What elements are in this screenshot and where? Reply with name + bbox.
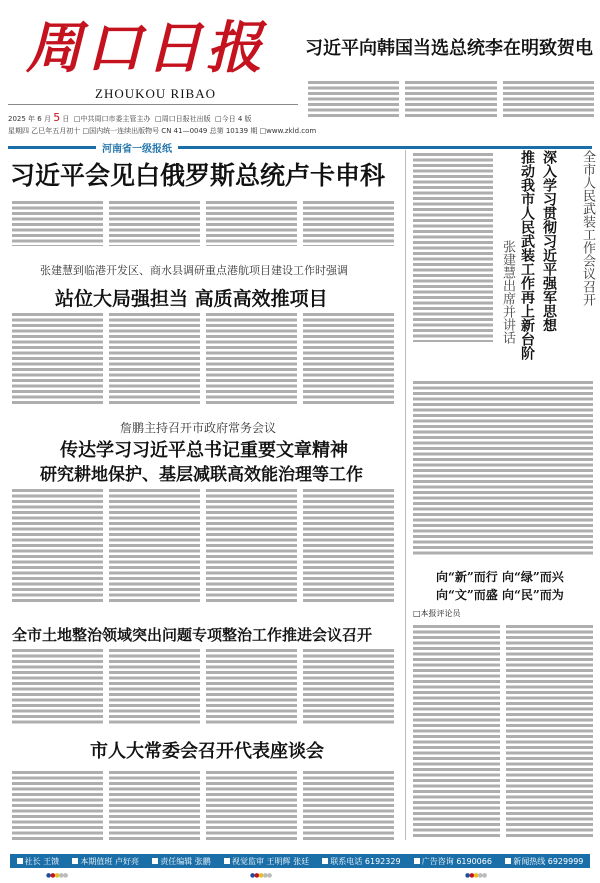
commentary-body: [413, 624, 593, 839]
port-kicker: 张建慧到临港开发区、商水县调研重点港航项目建设工作时强调: [40, 264, 348, 277]
lead-body: [12, 200, 394, 246]
top-headline[interactable]: 习近平向韩国当选总统李在明致贺电: [305, 38, 593, 59]
gov-kicker: 詹鹏主持召开市政府常务会议: [120, 421, 277, 435]
gov-headline-2[interactable]: 研究耕地保护、基层减联高效能治理等工作: [40, 465, 363, 485]
grade-label: 河南省一级报纸: [98, 140, 176, 155]
armed-headline-1[interactable]: 深入学习贯彻习近平强军思想: [541, 150, 557, 332]
masthead-pinyin: ZHOUKOU RIBAO: [95, 86, 216, 101]
gov-body: [12, 488, 394, 603]
registration-marks-icon: ●●●●●: [465, 872, 487, 879]
land-body: [12, 648, 394, 726]
npc-headline[interactable]: 市人大常委会召开代表座谈会: [90, 741, 324, 762]
armed-headline-2[interactable]: 推动我市人民武装工作再上新台阶: [519, 150, 535, 360]
commentary-headline-2[interactable]: 向“文”而盛 向“民”而为: [436, 588, 564, 602]
header-bar-left: [8, 146, 96, 149]
masthead-logo: 周口日报: [26, 15, 266, 81]
top-body: [308, 80, 594, 118]
gov-headline-1[interactable]: 传达学习习近平总书记重要文章精神: [60, 440, 348, 461]
armed-sub: 张建慧出席并讲话: [500, 240, 515, 344]
land-headline[interactable]: 全市土地整治领域突出问题专项整治工作推进会议召开: [12, 626, 373, 644]
port-body: [12, 312, 394, 404]
commentary-byline: □本报评论员: [413, 609, 461, 618]
lead-headline[interactable]: 习近平会见白俄罗斯总统卢卡申科: [10, 161, 386, 190]
armed-kicker: 全市人民武装工作会议召开: [580, 150, 595, 306]
npc-body: [12, 770, 394, 840]
header-bar-right: [178, 146, 592, 149]
divider: [8, 104, 298, 105]
registration-marks-icon: ●●●●●: [46, 872, 68, 879]
footer-bar: 社长 王馈 本期值班 卢好亮 责任编辑 张鹏 视觉监审 王明辉 张廷 联系电话 6192329 广告咨询 6190066 新闻热线 6929999: [10, 854, 590, 868]
commentary-headline-1[interactable]: 向“新”而行 向“绿”而兴: [436, 570, 564, 584]
port-headline[interactable]: 站位大局强担当 高质高效推项目: [55, 288, 328, 310]
issue-info-row1: 2025 年 6 月 5 日 □中共周口市委主管主办 □周口日报社出版 □今日 4 版: [8, 111, 252, 124]
issue-info-row2: 星期四 乙巳年五月初十 □国内统一连续出版物号 CN 41—0049 总第 10139 期 □www.zkld.com: [8, 127, 317, 135]
armed-body-2: [413, 380, 593, 555]
date-day: 5: [53, 111, 61, 124]
column-divider: [405, 150, 406, 840]
armed-body: [413, 152, 493, 342]
registration-marks-icon: ●●●●●: [250, 872, 272, 879]
